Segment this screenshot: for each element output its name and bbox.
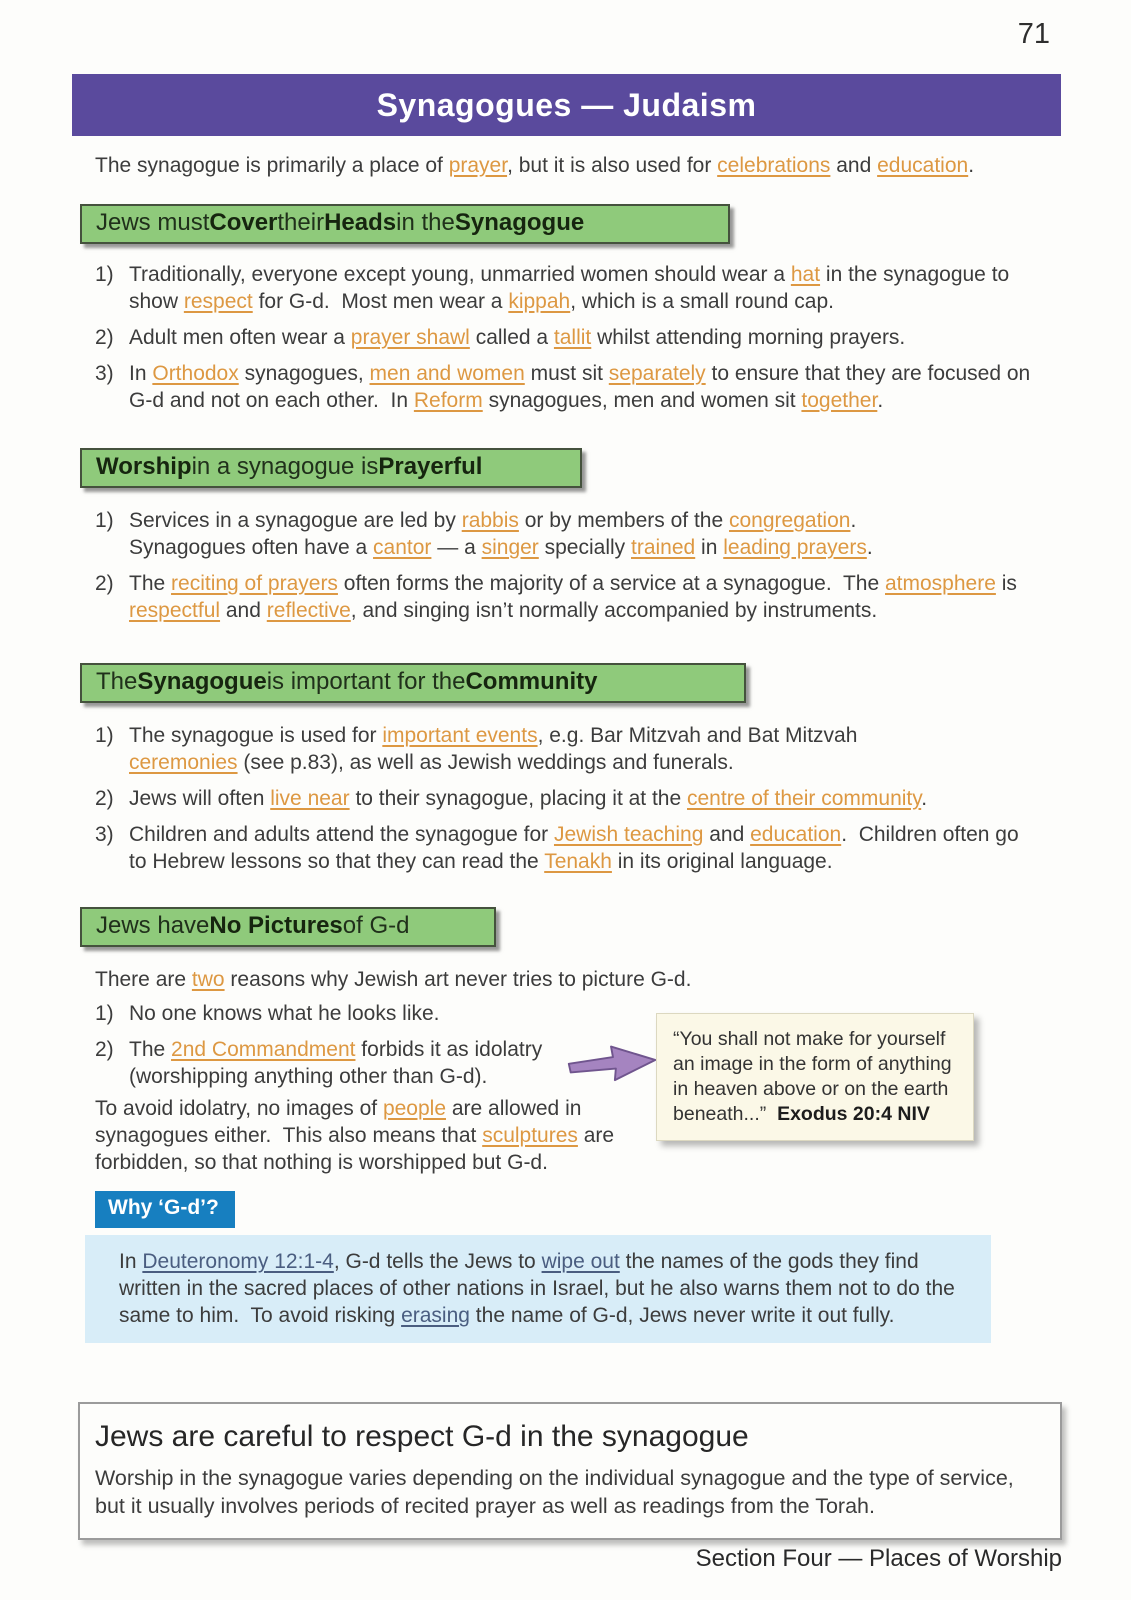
item-text: In Orthodox synagogues, men and women must sit separately to ensure that they are focused on G-d and not on each other. In Reform synagogues, men and women sit together. [129, 362, 1031, 412]
item-number: 2) [95, 326, 114, 349]
page-number: 71 [1017, 18, 1050, 50]
section-heading-community: The Synagogue is important for the Community [80, 663, 746, 703]
intro-text: The synagogue is primarily a place of prayer, but it is also used for celebrations and education. [95, 154, 975, 177]
term-link: 2nd Commandment [171, 1038, 356, 1061]
item-number: 1) [95, 724, 114, 747]
section-heading-cover-heads: Jews must Cover their Heads in the Synagogue [80, 204, 730, 244]
term-link: prayer [448, 154, 508, 177]
list-item [95, 722, 1040, 776]
list-item [95, 507, 1040, 561]
term-link: rabbis [461, 509, 519, 532]
item-text: Jews will often live near to their synagogue, placing it at the centre of their community. [129, 787, 928, 810]
list-item [95, 821, 1040, 875]
term-link: leading prayers [723, 536, 867, 559]
summary-box [78, 1402, 1062, 1540]
section-footer: Section Four — Places of Worship [695, 1545, 1062, 1572]
page-title: Synagogues — Judaism [376, 86, 757, 123]
summary-title: Jews are careful to respect G-d in the synagogue [95, 1420, 749, 1453]
item-number: 2) [95, 1038, 114, 1061]
term-link: two [191, 968, 225, 991]
list-item [95, 1036, 635, 1090]
term-link: men and women [369, 362, 525, 385]
item-number: 1) [95, 263, 114, 286]
term-link: trained [631, 536, 696, 559]
term-link: Orthodox [152, 362, 239, 385]
term-link: education [877, 154, 969, 177]
item-number: 3) [95, 362, 114, 385]
list-item [95, 1000, 635, 1027]
section-heading-no-pictures: Jews have No Pictures of G-d [80, 907, 496, 947]
term-link: celebrations [717, 154, 831, 177]
term-link: education [750, 823, 842, 846]
term-link: kippah [508, 290, 571, 313]
item-text: The synagogue is used for important events, e.g. Bar Mitzvah and Bat Mitzvah ceremonies (see p.83), as well as Jewish weddings and funerals. [129, 724, 858, 774]
term-link: prayer shawl [350, 326, 470, 349]
item-text: The 2nd Commandment forbids it as idolatry (worshipping anything other than G-d). [129, 1038, 543, 1088]
term-link: Reform [413, 389, 483, 412]
idolatry-paragraph: To avoid idolatry, no images of people are allowed in synagogues either. This also means that sculptures are forbidden, so that nothing is worshipped but G-d. [95, 1097, 615, 1174]
term-link: congregation [729, 509, 851, 532]
term-link: erasing [401, 1304, 470, 1327]
term-link: wipe out [541, 1250, 620, 1273]
item-text: Traditionally, everyone except young, unmarried women should wear a hat in the synagogue to show respect for G-d. Most men wear a kippah, which is a small round cap. [129, 263, 1010, 313]
term-link: reciting of prayers [171, 572, 338, 595]
term-link: hat [790, 263, 821, 286]
list-item [95, 324, 1040, 351]
title-banner [72, 74, 1061, 136]
term-link: centre of their community [687, 787, 922, 810]
list-item [95, 360, 1040, 414]
arrow-right-icon [564, 1033, 660, 1085]
term-link: separately [608, 362, 706, 385]
term-link: cantor [373, 536, 432, 559]
why-gd-note: In Deuteronomy 12:1-4, G-d tells the Jews to wipe out the names of the gods they find written in the sacred places of other nations in Israel, but he also warns them not to do the same to him. To avoid risking erasing the name of G-d, Jews never write it out fully. [85, 1235, 991, 1343]
item-number: 2) [95, 787, 114, 810]
term-link: Tenakh [544, 850, 612, 873]
term-link: ceremonies [129, 751, 238, 774]
term-link: live near [270, 787, 350, 810]
worship-list [95, 507, 1040, 624]
item-number: 1) [95, 509, 114, 532]
item-text: No one knows what he looks like. [129, 1002, 440, 1025]
summary-body: Worship in the synagogue varies depending on the individual synagogue and the type of service, but it usually involves periods of recited prayer as well as readings from the Torah. [95, 1466, 1014, 1518]
term-link: sculptures [482, 1124, 578, 1147]
term-link: people [382, 1097, 446, 1120]
item-text: The reciting of prayers often forms the majority of a service at a synagogue. The atmosphere is respectful and reflective, and singing isn’t normally accompanied by instruments. [129, 572, 1017, 622]
term-link: tallit [553, 326, 592, 349]
term-link: respect [183, 290, 253, 313]
list-item [95, 261, 1040, 315]
no-pictures-lead: There are two reasons why Jewish art never tries to picture G-d. [95, 968, 692, 991]
term-link: together [801, 389, 878, 412]
no-pictures-list [95, 1000, 635, 1090]
term-link: reflective [266, 599, 351, 622]
scripture-quote-box: “You shall not make for yourself an image in the form of anything in heaven above or on the earth beneath...” Exodus 20:4 NIV [656, 1013, 974, 1141]
item-text: Adult men often wear a prayer shawl called a tallit whilst attending morning prayers. [129, 326, 906, 349]
item-number: 3) [95, 823, 114, 846]
community-list [95, 722, 1040, 875]
list-item [95, 570, 1040, 624]
item-text: Children and adults attend the synagogue for Jewish teaching and education. Children often go to Hebrew lessons so that they can read the Tenakh in its original language. [129, 823, 1019, 873]
term-link: Deuteronomy 12:1-4 [142, 1250, 334, 1273]
list-item [95, 785, 1040, 812]
cover-heads-list [95, 261, 1040, 414]
item-number: 1) [95, 1002, 114, 1025]
term-link: respectful [129, 599, 221, 622]
term-link: singer [481, 536, 539, 559]
term-link: atmosphere [885, 572, 996, 595]
item-number: 2) [95, 572, 114, 595]
term-link: Jewish teaching [553, 823, 704, 846]
item-text: Services in a synagogue are led by rabbis or by members of the congregation. Synagogues often have a cantor — a singer specially trained in leading prayers. [129, 509, 873, 559]
section-heading-worship-prayerful: Worship in a synagogue is Prayerful [80, 448, 582, 488]
why-gd-tag: Why ‘G-d’? [95, 1191, 235, 1228]
term-link: important events [382, 724, 538, 747]
